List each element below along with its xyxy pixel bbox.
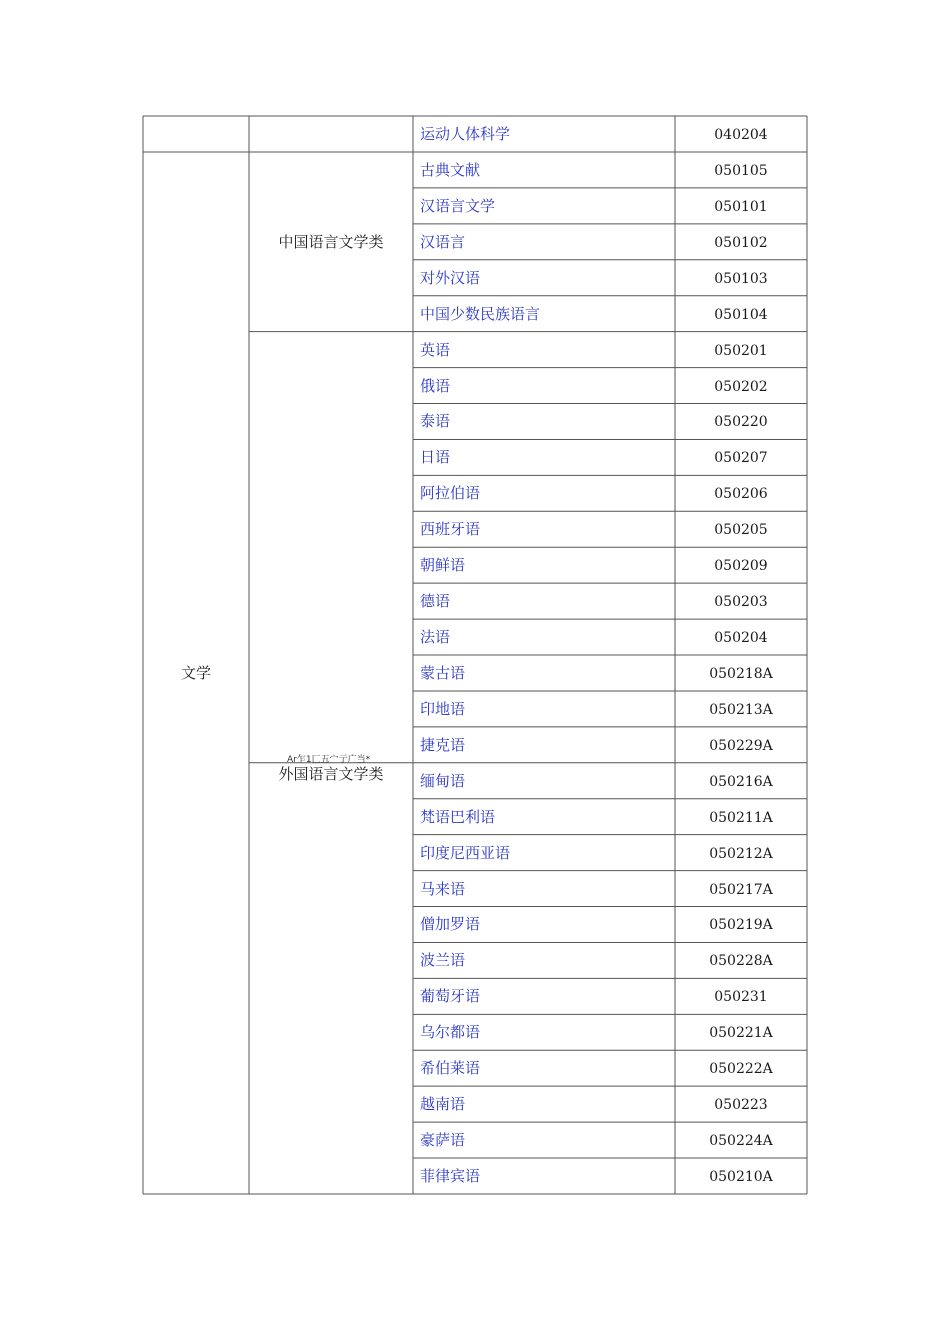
major-name-link[interactable]: 蒙古语 — [420, 663, 466, 682]
major-name-link[interactable]: 缅甸语 — [420, 771, 466, 790]
major-code: 050218A — [709, 665, 773, 682]
major-code: 050204 — [714, 630, 768, 647]
major-name-link[interactable]: 法语 — [420, 628, 451, 647]
major-code: 040204 — [714, 127, 768, 143]
major-code: 050219A — [709, 917, 773, 934]
major-code: 050210A — [709, 1169, 773, 1185]
major-name-link[interactable]: 古典文献 — [420, 160, 481, 179]
category-label: 外国语言文学类 — [278, 764, 384, 783]
major-code: 050231 — [714, 989, 768, 1006]
major-name-link[interactable]: 汉语言文学 — [420, 196, 496, 215]
major-name-link[interactable]: 日语 — [420, 448, 451, 467]
major-code: 050221A — [709, 1025, 773, 1042]
major-code: 050216A — [709, 773, 773, 790]
major-code: 050209 — [714, 558, 768, 575]
major-code: 050228A — [709, 953, 773, 970]
major-name-link[interactable]: 捷克语 — [420, 735, 466, 754]
major-name-link[interactable]: 俄语 — [420, 376, 451, 395]
major-code: 050101 — [714, 198, 768, 215]
major-name-link[interactable]: 阿拉伯语 — [420, 484, 481, 503]
major-code: 050229A — [709, 737, 773, 754]
major-code: 050205 — [714, 522, 768, 539]
major-code: 050223 — [714, 1097, 768, 1114]
major-name-link[interactable]: 波兰语 — [420, 951, 466, 970]
major-name-link[interactable]: 梵语巴利语 — [420, 807, 496, 826]
major-code: 050105 — [714, 162, 768, 179]
discipline-label: 文学 — [180, 663, 211, 682]
major-name-link[interactable]: 印度尼西亚语 — [420, 843, 511, 862]
major-name-link[interactable]: 马来语 — [420, 879, 466, 898]
major-code: 050224A — [709, 1133, 773, 1150]
major-code: 050206 — [714, 486, 768, 503]
major-code: 050202 — [714, 378, 768, 395]
category-label: 中国语言文学类 — [278, 232, 384, 251]
major-name-link[interactable]: 朝鲜语 — [420, 556, 466, 575]
major-name-link[interactable]: 运动人体科学 — [420, 125, 511, 143]
major-code: 050211A — [709, 809, 773, 826]
major-code: 050213A — [709, 701, 773, 718]
major-code: 050102 — [714, 234, 768, 251]
major-code: 050103 — [714, 270, 768, 287]
major-name-link[interactable]: 希伯莱语 — [420, 1059, 481, 1078]
major-code: 050203 — [714, 594, 768, 611]
major-name-link[interactable]: 英语 — [420, 340, 451, 359]
major-name-link[interactable]: 中国少数民族语言 — [420, 304, 541, 323]
major-name-link[interactable]: 豪萨语 — [420, 1131, 466, 1150]
major-code: 050212A — [709, 845, 773, 862]
major-code: 050104 — [714, 306, 768, 323]
major-name-link[interactable]: 印地语 — [420, 699, 466, 718]
major-code: 050207 — [714, 450, 768, 467]
major-code: 050222A — [709, 1061, 773, 1078]
major-code: 050220 — [714, 414, 768, 431]
major-name-link[interactable]: 对外汉语 — [420, 268, 481, 287]
garbled-text: Ar乍1匚五宀亍广当* — [287, 754, 371, 765]
major-code: 050201 — [714, 342, 768, 359]
major-name-link[interactable]: 菲律宾语 — [420, 1167, 481, 1185]
major-name-link[interactable]: 汉语言 — [420, 232, 466, 251]
major-name-link[interactable]: 西班牙语 — [420, 520, 481, 539]
major-name-link[interactable]: 德语 — [420, 592, 451, 611]
major-name-link[interactable]: 僧加罗语 — [420, 915, 481, 934]
major-name-link[interactable]: 葡萄牙语 — [420, 987, 481, 1006]
major-name-link[interactable]: 泰语 — [420, 412, 451, 431]
major-code: 050217A — [709, 881, 773, 898]
major-name-link[interactable]: 越南语 — [420, 1095, 466, 1114]
major-name-link[interactable]: 乌尔都语 — [420, 1023, 481, 1042]
